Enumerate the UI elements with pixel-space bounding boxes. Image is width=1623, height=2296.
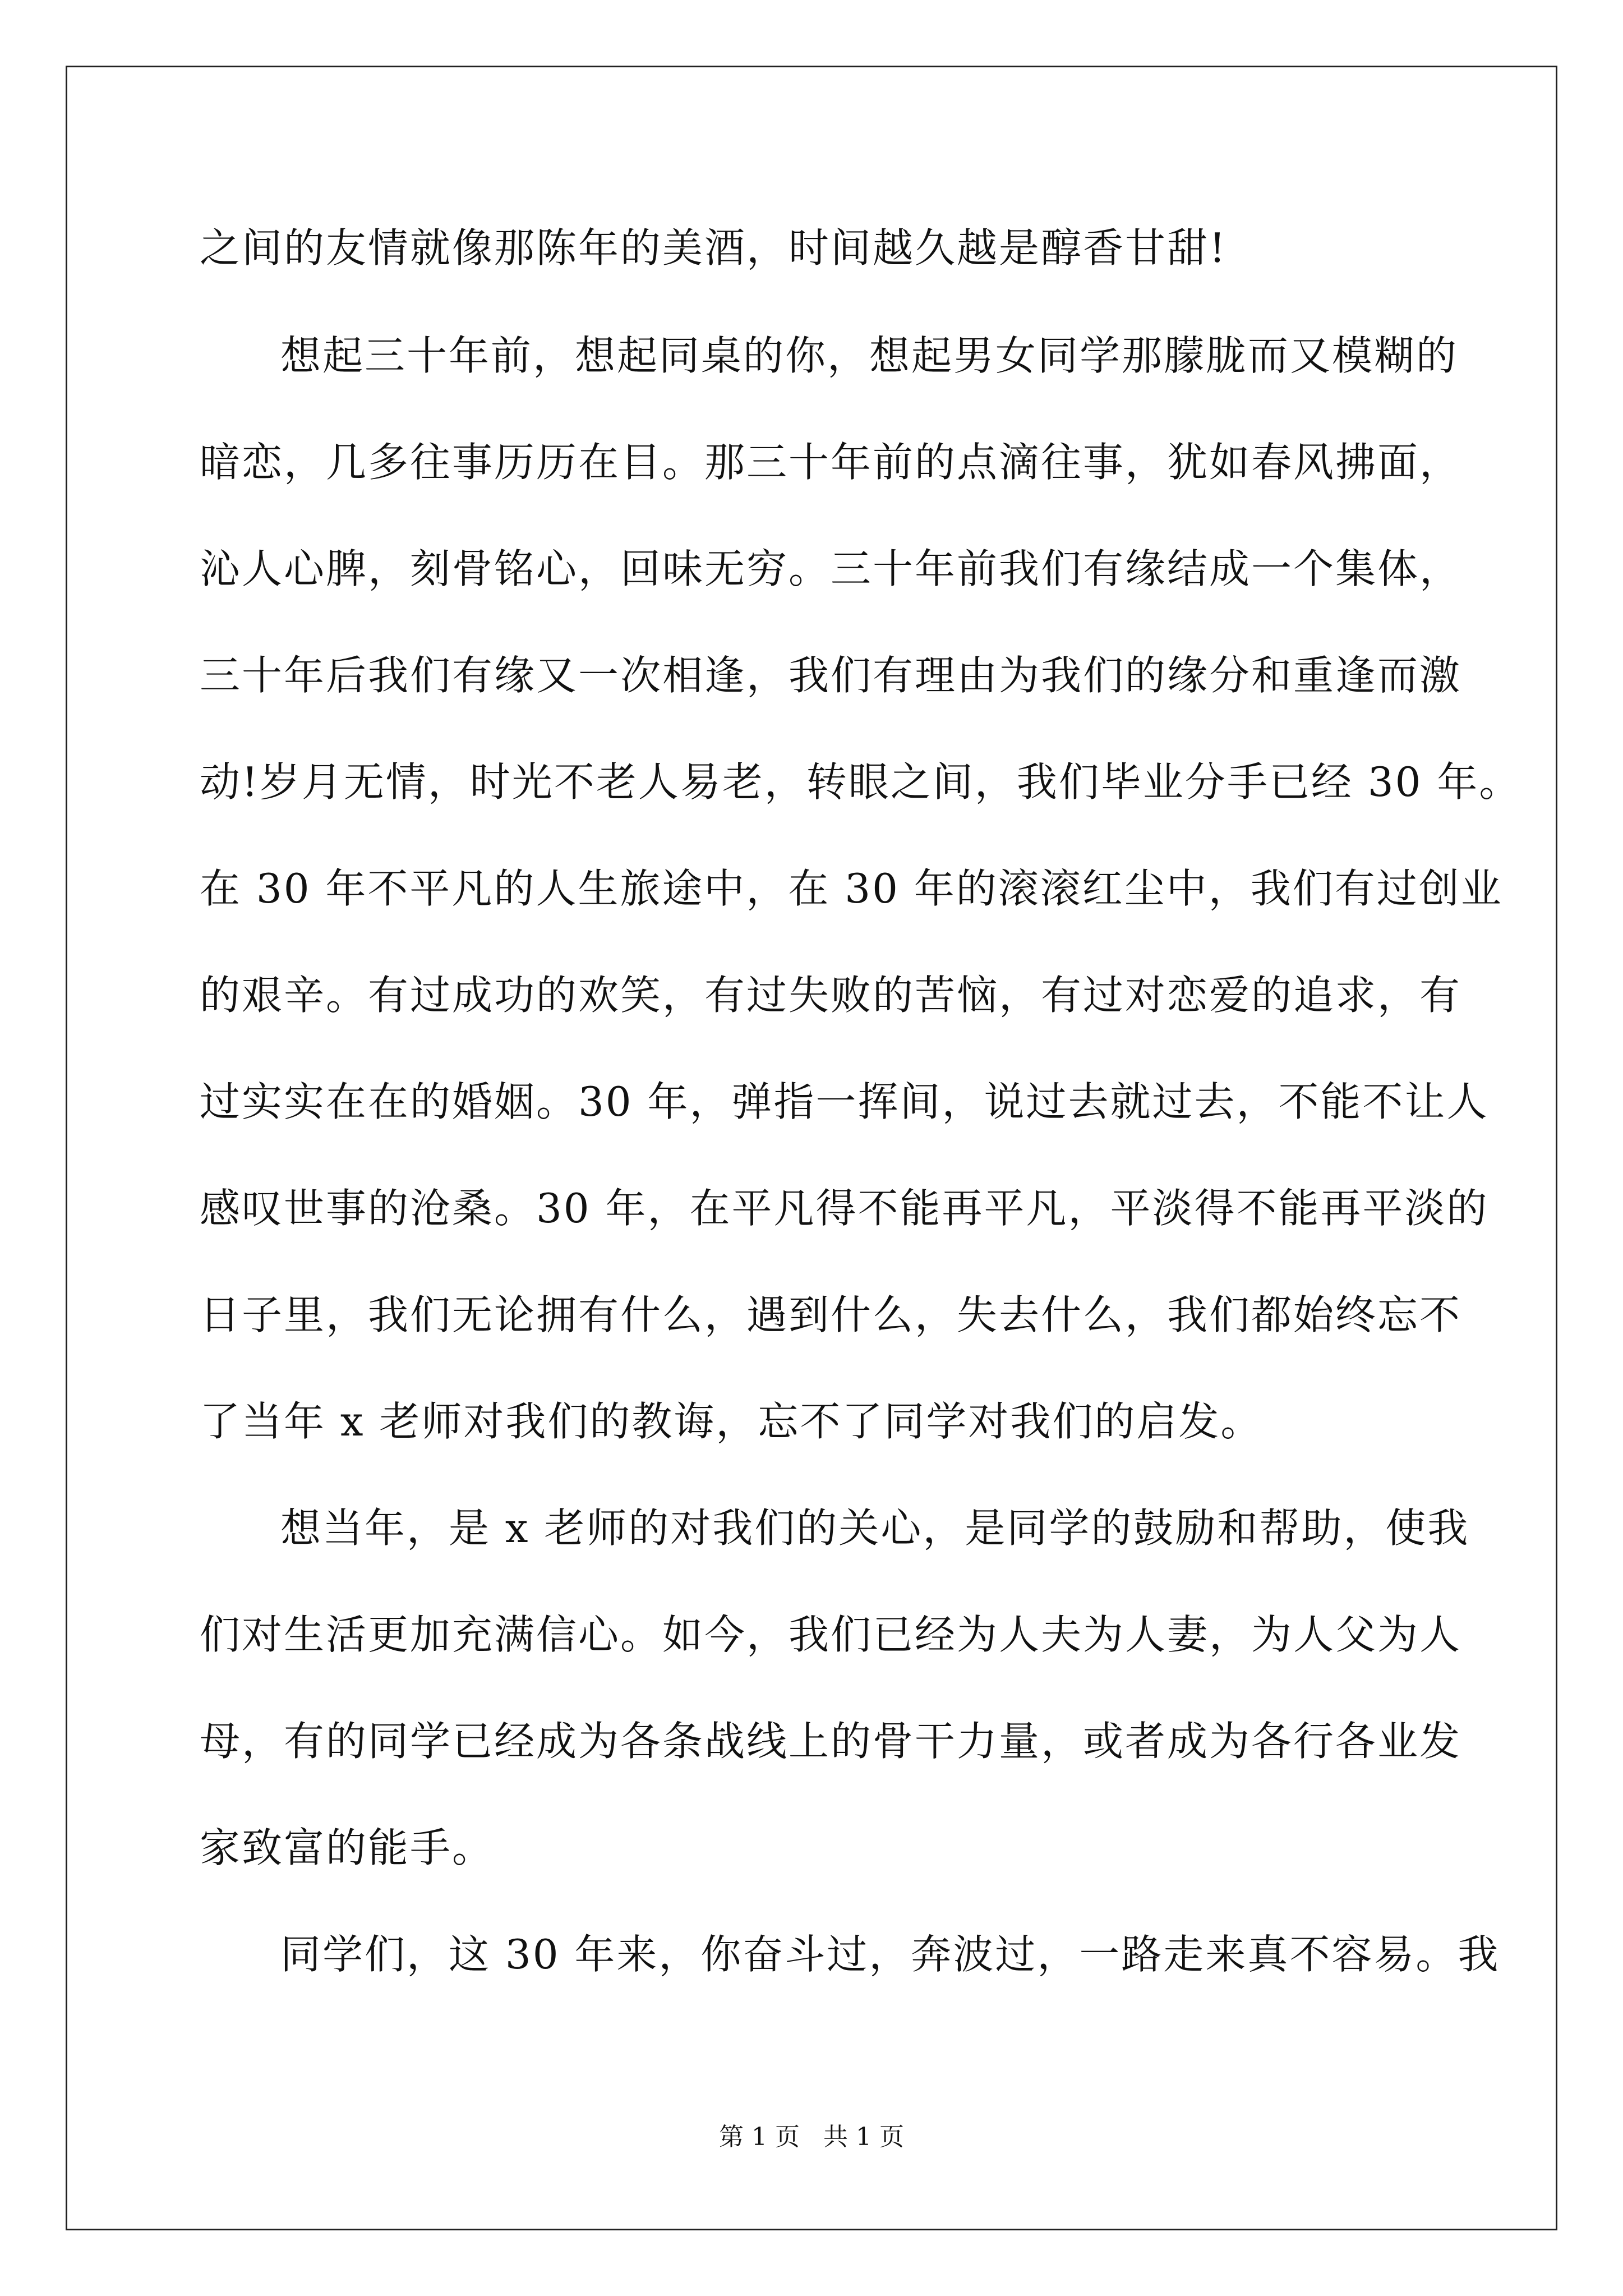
text-line: 沁人心脾，刻骨铭心，回味无穷。三十年前我们有缘结成一个集体， bbox=[200, 545, 1462, 592]
text-line: 过实实在在的婚姻。30 年，弹指一挥间，说过去就过去，不能不让人 bbox=[200, 1078, 1489, 1125]
text-line: 在 30 年不平凡的人生旅途中，在 30 年的滚滚红尘中，我们有过创业 bbox=[200, 865, 1503, 912]
text-line: 同学们，这 30 年来，你奋斗过，奔波过，一路走来真不容易。我 bbox=[280, 1931, 1500, 1978]
text-line: 日子里，我们无论拥有什么，遇到什么，失去什么，我们都始终忘不 bbox=[200, 1291, 1462, 1338]
page-border bbox=[66, 66, 1557, 2230]
text-line: 家致富的能手。 bbox=[200, 1824, 495, 1871]
text-line: 暗恋，几多往事历历在目。那三十年前的点滴往事，犹如春风拂面， bbox=[200, 439, 1462, 486]
text-line: 了当年 x 老师对我们的教诲，忘不了同学对我们的启发。 bbox=[200, 1398, 1263, 1445]
text-line: 们对生活更加充满信心。如今，我们已经为人夫为人妻，为人父为人 bbox=[200, 1611, 1462, 1658]
text-line: 母，有的同学已经成为各条战线上的骨干力量，或者成为各行各业发 bbox=[200, 1718, 1462, 1765]
page-number-footer: 第 1 页 共 1 页 bbox=[719, 2123, 904, 2151]
text-line: 之间的友情就像那陈年的美酒，时间越久越是醇香甘甜! bbox=[200, 224, 1227, 272]
text-line: 感叹世事的沧桑。30 年，在平凡得不能再平凡，平淡得不能再平淡的 bbox=[200, 1185, 1489, 1232]
text-line: 三十年后我们有缘又一次相逢，我们有理由为我们的缘分和重逢而激 bbox=[200, 652, 1462, 699]
text-line: 想起三十年前，想起同桌的你，想起男女同学那朦胧而又模糊的 bbox=[280, 332, 1459, 379]
text-line: 动!岁月无情，时光不老人易老，转眼之间，我们毕业分手已经 30 年。 bbox=[200, 758, 1521, 806]
text-line: 想当年，是 x 老师的对我们的关心，是同学的鼓励和帮助，使我 bbox=[280, 1504, 1470, 1552]
text-line: 的艰辛。有过成功的欢笑，有过失败的苦恼，有过对恋爱的追求，有 bbox=[200, 972, 1462, 1019]
